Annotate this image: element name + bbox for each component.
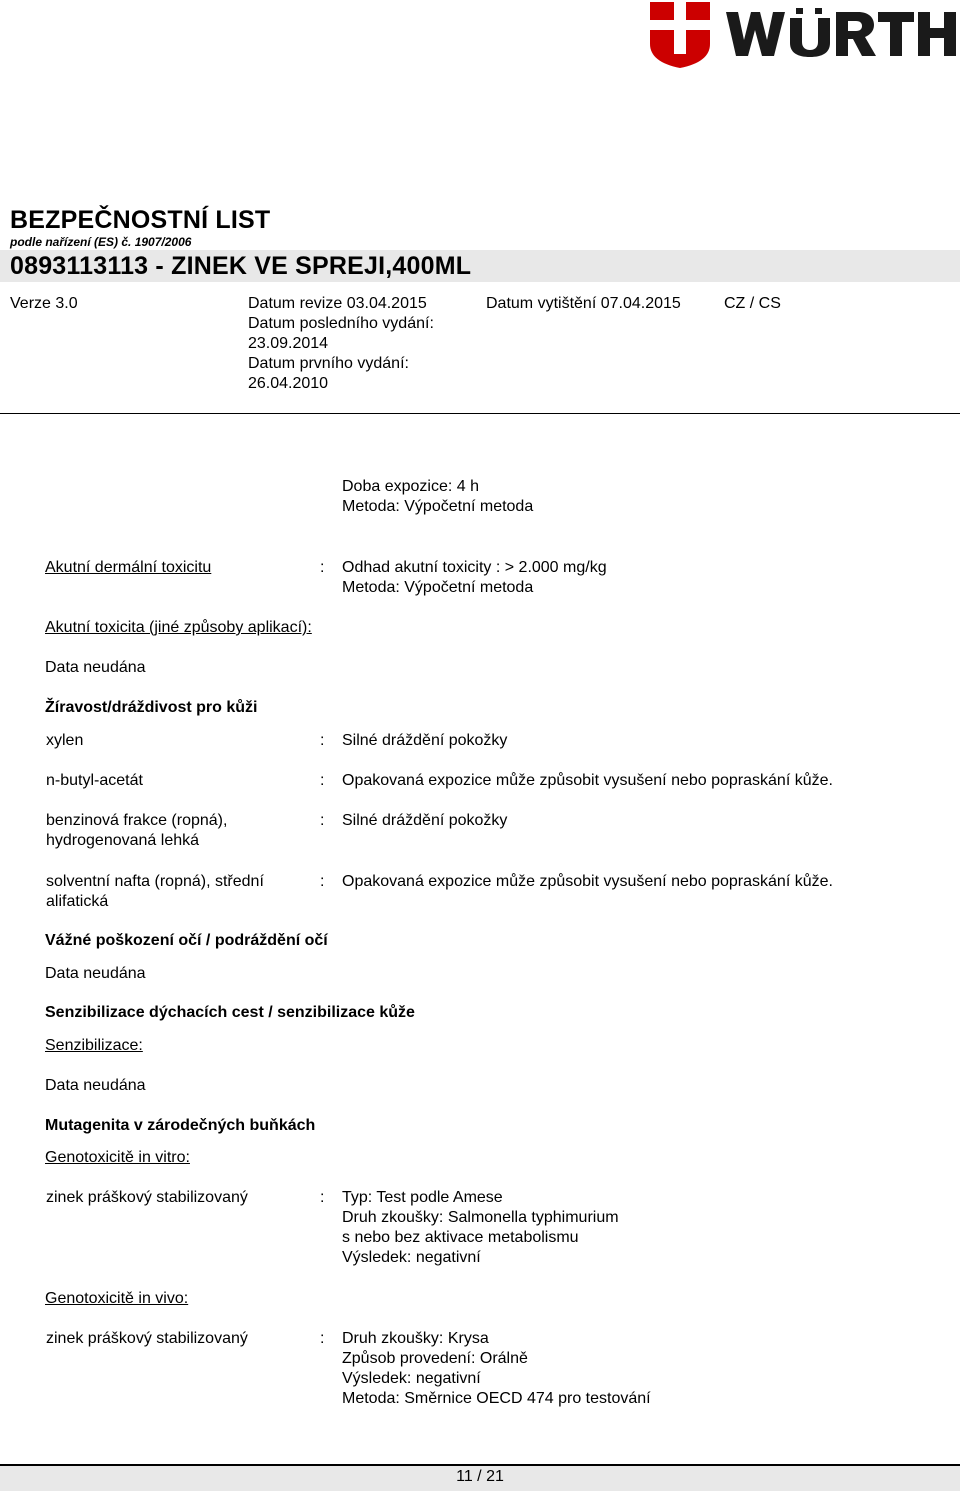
- product-name: 0893113113 - ZINEK VE SPREJI,400ML: [10, 252, 472, 280]
- colon: :: [320, 772, 325, 789]
- vitro-type: Typ: Test podle Amese: [342, 1189, 503, 1206]
- dermal-estimate: Odhad akutní toxicity : > 2.000 mg/kg: [342, 559, 607, 576]
- colon: :: [320, 559, 325, 576]
- method-line: Metoda: Výpočetní metoda: [342, 498, 534, 515]
- other-routes-label: Akutní toxicita (jiné způsoby aplikací):: [45, 619, 312, 636]
- colon: :: [320, 1189, 325, 1206]
- print-date: Datum vytištění 07.04.2015: [486, 295, 681, 312]
- sensitization-label: Senzibilizace:: [45, 1037, 143, 1054]
- vivo-method: Metoda: Směrnice OECD 474 pro testování: [342, 1390, 651, 1407]
- sensitization-heading: Senzibilizace dýchacích cest / senzibilizace kůže: [45, 1004, 415, 1021]
- no-data-text: Data neudána: [45, 1077, 146, 1094]
- skin-row-label-cont: alifatická: [46, 893, 109, 910]
- mutagenicity-heading: Mutagenita v zárodečných buňkách: [45, 1117, 316, 1134]
- dermal-method: Metoda: Výpočetní metoda: [342, 579, 534, 596]
- vivo-route: Způsob provedení: Orálně: [342, 1350, 528, 1367]
- skin-row-value: Opakovaná expozice může způsobit vysušení nebo popraskání kůže.: [342, 873, 833, 890]
- skin-row-label: xylen: [46, 732, 84, 749]
- substance-label: zinek práškový stabilizovaný: [46, 1189, 248, 1206]
- colon: :: [320, 1330, 325, 1347]
- colon: :: [320, 812, 325, 829]
- locale: CZ / CS: [724, 295, 781, 312]
- skin-row-label: n-butyl-acetát: [46, 772, 143, 789]
- page-number: 11 / 21: [456, 1468, 504, 1485]
- substance-label: zinek práškový stabilizovaný: [46, 1330, 248, 1347]
- first-issue-label: Datum prvního vydání:: [248, 355, 409, 372]
- header-divider: [0, 413, 960, 414]
- skin-row-value: Silné dráždění pokožky: [342, 732, 508, 749]
- version: Verze 3.0: [10, 295, 78, 312]
- wurth-logo: [648, 0, 958, 70]
- in-vitro-label: Genotoxicitě in vitro:: [45, 1149, 190, 1166]
- eye-damage-heading: Vážné poškození očí / podráždění očí: [45, 932, 328, 949]
- document-title: BEZPEČNOSTNÍ LIST: [10, 206, 271, 234]
- skin-row-label-cont: hydrogenovaná lehká: [46, 832, 200, 849]
- revision-info: [248, 294, 434, 394]
- vitro-result: Výsledek: negativní: [342, 1249, 481, 1266]
- skin-row-value: Opakovaná expozice může způsobit vysušení nebo popraskání kůže.: [342, 772, 833, 789]
- no-data-text: Data neudána: [45, 659, 146, 676]
- colon: :: [320, 873, 325, 890]
- skin-row-label: benzinová frakce (ropná),: [46, 812, 228, 829]
- last-issue-date: 23.09.2014: [248, 335, 329, 352]
- revision-date: Datum revize 03.04.2015: [248, 295, 427, 312]
- vivo-test: Druh zkoušky: Krysa: [342, 1330, 489, 1347]
- skin-row-value: Silné dráždění pokožky: [342, 812, 508, 829]
- dermal-toxicity-label: Akutní dermální toxicitu: [45, 559, 212, 576]
- skin-row-label: solventní nafta (ropná), střední: [46, 873, 264, 890]
- first-issue-date: 26.04.2010: [248, 375, 329, 392]
- colon: :: [320, 732, 325, 749]
- vitro-test: Druh zkoušky: Salmonella typhimurium: [342, 1209, 619, 1226]
- last-issue-label: Datum posledního vydání:: [248, 315, 434, 332]
- vitro-activation: s nebo bez aktivace metabolismu: [342, 1229, 579, 1246]
- no-data-text: Data neudána: [45, 965, 146, 982]
- document-subtitle: podle nařízení (ES) č. 1907/2006: [10, 235, 192, 249]
- exposure-time: Doba expozice: 4 h: [342, 478, 479, 495]
- vivo-result: Výsledek: negativní: [342, 1370, 481, 1387]
- skin-corrosion-heading: Žíravost/dráždivost pro kůži: [45, 699, 258, 716]
- in-vivo-label: Genotoxicitě in vivo:: [45, 1290, 189, 1307]
